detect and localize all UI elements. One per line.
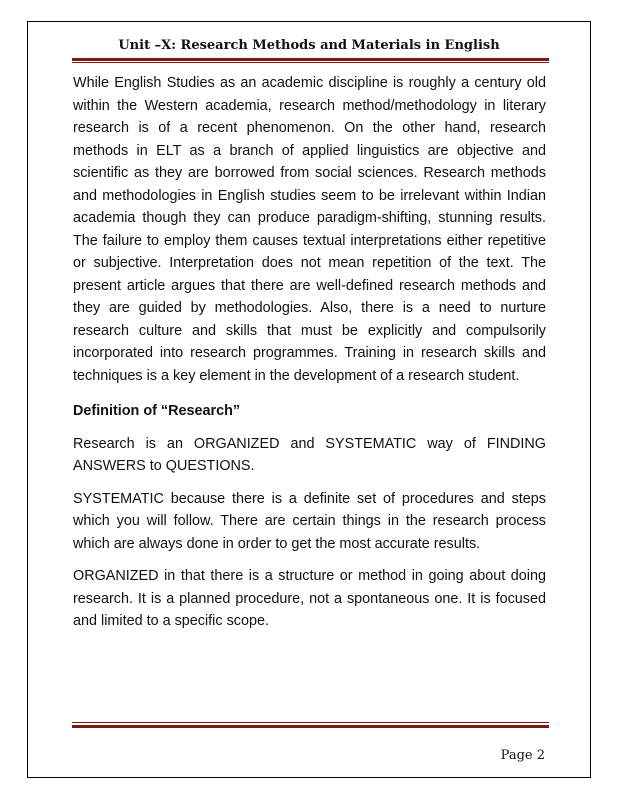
organized-paragraph: ORGANIZED in that there is a structure or method in going about doing research. It is a planned procedure, not a spontaneous one. It is focused and limited to a specific scope. bbox=[73, 568, 546, 629]
footer-rule bbox=[72, 725, 549, 728]
definition-paragraph: Research is an ORGANIZED and SYSTEMATIC way of FINDING ANSWERS to QUESTIONS. bbox=[73, 435, 546, 474]
page-header-title: Unit –X: Research Methods and Materials in English bbox=[118, 38, 500, 53]
systematic-paragraph: SYSTEMATIC because there is a definite set of procedures and steps which you will follow. There are certain things in the research process which are always done in order to get the most accurate results. bbox=[73, 490, 546, 552]
footer-rule-secondary bbox=[72, 722, 549, 723]
document-body bbox=[73, 72, 546, 633]
header-rule-secondary bbox=[72, 62, 549, 63]
intro-paragraph: While English Studies as an academic discipline is roughly a century old within the Western academia, research method/methodology in literary research is of a recent phenomenon. On the other hand, research methods in ELT as a branch of applied linguistics are objective and scientific as they are borrowed from social sciences. Research methods and methodologies in English studies seem to be irrelevant within Indian academia though they can produce paradigm-shifting, stunning results. The failure to employ them causes textual interpretations either repetitive or subjective. Interpretation does not mean repetition of the text. The present article argues that there are well-defined research methods and they are guided by methodologies. Also, there is a need to nurture research culture and skills that must be explicitly and compulsorily incorporated into research programmes. Training in research skills and techniques is a key element in the development of a research student. bbox=[73, 75, 546, 384]
definition-heading: Definition of “Research” bbox=[73, 403, 241, 419]
header-rule bbox=[72, 58, 549, 61]
page-number: Page 2 bbox=[500, 748, 545, 763]
